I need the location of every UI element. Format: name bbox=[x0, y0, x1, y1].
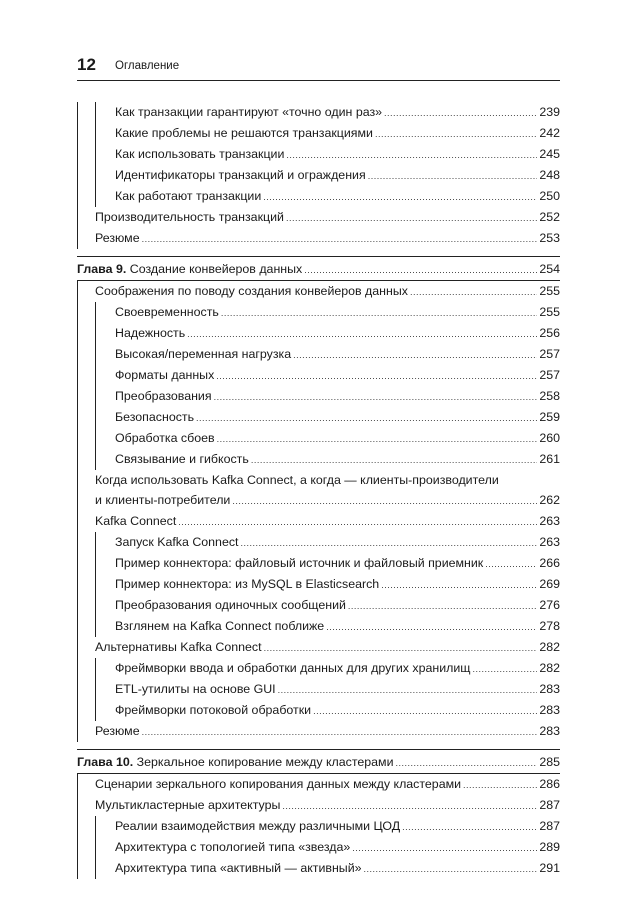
toc-entry[interactable] bbox=[77, 386, 560, 407]
toc-indent-rule bbox=[77, 816, 78, 837]
toc-entry[interactable] bbox=[77, 302, 560, 323]
toc-entry-title bbox=[115, 165, 366, 185]
dot-leader bbox=[293, 345, 537, 365]
toc-entry-page: 263 bbox=[539, 514, 560, 528]
toc-entry[interactable] bbox=[77, 123, 560, 144]
toc-entry-page: 289 bbox=[539, 840, 560, 854]
toc-entry-text: Как работают транзакции bbox=[115, 189, 262, 203]
dot-leader bbox=[286, 208, 537, 228]
toc-entry-title bbox=[115, 386, 212, 406]
toc-indent-rule bbox=[77, 123, 78, 144]
toc-indent-rule bbox=[95, 165, 96, 186]
toc-entry-text: Пример коннектора: файловый источник и файловый приемник bbox=[115, 556, 484, 570]
dot-leader bbox=[352, 838, 537, 858]
toc-entry-text: и клиенты-потребители bbox=[95, 493, 231, 507]
toc-indent-rule bbox=[77, 553, 78, 574]
toc-entry-text: Форматы данных bbox=[115, 368, 215, 382]
toc-entry-title-line1: Когда использовать Kafka Connect, а когда — клиенты-производители bbox=[95, 473, 499, 487]
toc-indent-rule bbox=[95, 186, 96, 207]
toc-entry[interactable] bbox=[77, 186, 560, 207]
toc-entry-title bbox=[95, 774, 461, 794]
dot-leader bbox=[282, 796, 537, 816]
dot-leader bbox=[485, 554, 537, 574]
toc-entry[interactable] bbox=[77, 637, 560, 658]
dot-leader bbox=[375, 124, 537, 144]
toc-indent-rule bbox=[95, 595, 96, 616]
toc-indent-rule bbox=[95, 816, 96, 837]
toc-entry[interactable] bbox=[77, 679, 560, 700]
toc-indent-rule bbox=[77, 700, 78, 721]
toc-entry[interactable] bbox=[77, 574, 560, 595]
toc-indent-rule bbox=[77, 511, 78, 532]
toc-entry[interactable] bbox=[77, 511, 560, 532]
toc-entry-text: Запуск Kafka Connect bbox=[115, 535, 239, 549]
toc-indent-rule bbox=[95, 302, 96, 323]
toc-entry[interactable] bbox=[77, 795, 560, 816]
toc-entry-page: 287 bbox=[539, 798, 560, 812]
toc-entry-title bbox=[115, 553, 483, 573]
toc-entry-text: Реалии взаимодействия между различными ЦОД bbox=[115, 819, 401, 833]
toc-entry-page: 253 bbox=[539, 231, 560, 245]
toc-indent-rule bbox=[95, 144, 96, 165]
toc-entry-text: Преобразования одиночных сообщений bbox=[115, 598, 346, 612]
dot-leader bbox=[348, 596, 537, 616]
toc-entry-text: Как транзакции гарантируют «точно один раз» bbox=[115, 105, 383, 119]
toc-indent-rule bbox=[95, 658, 96, 679]
toc-entry-text: Фреймворки потоковой обработки bbox=[115, 703, 312, 717]
toc-indent-rule bbox=[95, 344, 96, 365]
toc-entry-text: Высокая/переменная нагрузка bbox=[115, 347, 292, 361]
toc-entry-page: 262 bbox=[539, 493, 560, 507]
toc-entry-title bbox=[95, 228, 140, 248]
toc-entry-title bbox=[95, 637, 262, 657]
toc-entry-text: Соображения по поводу создания конвейеров данных bbox=[95, 284, 408, 298]
toc-indent-rule bbox=[77, 795, 78, 816]
toc-indent-rule bbox=[77, 386, 78, 407]
toc-entry-text: Безопасность bbox=[115, 410, 195, 424]
toc-indent-rule bbox=[77, 449, 78, 470]
dot-leader bbox=[196, 408, 537, 428]
toc-entry-title bbox=[115, 102, 382, 122]
toc-indent-rule bbox=[95, 679, 96, 700]
toc-entry-text: Архитектура с топологией типа «звезда» bbox=[115, 840, 351, 854]
dot-leader bbox=[178, 512, 537, 532]
toc-entry-title bbox=[115, 679, 276, 699]
dot-leader bbox=[381, 575, 537, 595]
toc-indent-rule bbox=[77, 532, 78, 553]
toc-indent-rule bbox=[95, 449, 96, 470]
toc-indent-rule bbox=[77, 302, 78, 323]
toc-indent-rule bbox=[95, 323, 96, 344]
toc-entry[interactable] bbox=[77, 281, 560, 302]
toc-entry[interactable] bbox=[77, 165, 560, 186]
toc-entry-page: 283 bbox=[539, 724, 560, 738]
toc-entry[interactable] bbox=[77, 553, 560, 574]
dot-leader bbox=[232, 491, 537, 511]
dot-leader bbox=[217, 429, 538, 449]
toc-entry-text: Kafka Connect bbox=[95, 514, 177, 528]
toc-entry-page: 250 bbox=[539, 189, 560, 203]
toc-entry-title bbox=[115, 186, 261, 206]
dot-leader bbox=[364, 859, 538, 879]
dot-leader bbox=[187, 324, 537, 344]
toc-entry-title bbox=[115, 428, 215, 448]
toc-indent-rule bbox=[77, 774, 78, 795]
toc-entry-title bbox=[115, 595, 346, 615]
toc-entry-text: Как использовать транзакции bbox=[115, 147, 285, 161]
toc-indent-rule bbox=[95, 532, 96, 553]
dot-leader bbox=[286, 145, 537, 165]
toc-entry-text: Мультикластерные архитектуры bbox=[95, 798, 281, 812]
toc-entry-title bbox=[95, 207, 284, 227]
toc-entry-title bbox=[95, 795, 280, 815]
toc-indent-rule bbox=[95, 700, 96, 721]
toc-indent-rule bbox=[95, 574, 96, 595]
page-number: 12 bbox=[77, 55, 96, 74]
toc-entry-page: 283 bbox=[539, 682, 560, 696]
toc-indent-rule bbox=[77, 344, 78, 365]
dot-leader bbox=[326, 617, 537, 637]
toc-entry-text: Идентификаторы транзакций и ограждения bbox=[115, 168, 366, 182]
toc-entry-text: Зеркальное копирование между кластерами bbox=[136, 755, 394, 769]
toc-entry-page: 257 bbox=[539, 347, 560, 361]
page-header bbox=[77, 54, 560, 81]
toc-entry-title bbox=[115, 365, 214, 385]
toc-indent-rule bbox=[95, 858, 96, 879]
toc-entry-page: 256 bbox=[539, 326, 560, 340]
toc-entry[interactable] bbox=[77, 721, 560, 742]
toc-indent-rule bbox=[77, 679, 78, 700]
toc-indent-rule bbox=[77, 858, 78, 879]
toc-indent-rule bbox=[95, 386, 96, 407]
toc-entry-text: Сценарии зеркального копирования данных между кластерами bbox=[95, 777, 462, 791]
toc-entry-text: Пример коннектора: из MySQL в Elasticsearch bbox=[115, 577, 380, 591]
toc-entry-title bbox=[115, 344, 291, 364]
toc-entry-text: Архитектура типа «активный — активный» bbox=[115, 861, 362, 875]
toc-entry[interactable] bbox=[77, 700, 560, 721]
toc-indent-rule bbox=[77, 102, 78, 123]
toc-entry-page: 245 bbox=[539, 147, 560, 161]
toc-entry[interactable] bbox=[77, 365, 560, 386]
dot-leader bbox=[251, 450, 538, 470]
toc-indent-rule bbox=[95, 837, 96, 858]
toc-entry-title bbox=[115, 449, 249, 469]
toc-entry-page: 285 bbox=[539, 755, 560, 769]
toc-entry-text: Резюме bbox=[95, 724, 140, 738]
toc-entry-page: 260 bbox=[539, 431, 560, 445]
toc-entry-title bbox=[115, 658, 470, 678]
toc-entry[interactable] bbox=[77, 428, 560, 449]
toc-chapter-entry[interactable] bbox=[77, 749, 560, 774]
toc-entry-page: 283 bbox=[539, 703, 560, 717]
toc-indent-rule bbox=[95, 553, 96, 574]
dot-leader bbox=[216, 366, 537, 386]
toc-entry-page: 248 bbox=[539, 168, 560, 182]
toc-indent-rule bbox=[77, 186, 78, 207]
toc-indent-rule bbox=[77, 407, 78, 428]
toc-entry-page: 282 bbox=[539, 640, 560, 654]
toc-entry-page: 255 bbox=[539, 284, 560, 298]
dot-leader bbox=[214, 387, 538, 407]
toc-indent-rule bbox=[77, 574, 78, 595]
toc-indent-rule bbox=[77, 470, 78, 511]
toc-entry-page: 242 bbox=[539, 126, 560, 140]
toc-entry[interactable] bbox=[77, 323, 560, 344]
toc-indent-rule bbox=[77, 207, 78, 228]
toc-entry[interactable] bbox=[77, 207, 560, 228]
toc-entry-text: Надежность bbox=[115, 326, 186, 340]
toc-entry-text: Обработка сбоев bbox=[115, 431, 215, 445]
toc-entry-title bbox=[95, 490, 230, 510]
toc-entry-title bbox=[115, 616, 324, 636]
toc-entry[interactable] bbox=[77, 102, 560, 123]
toc-entry-text: Фреймворки ввода и обработки данных для других хранилищ bbox=[115, 661, 471, 675]
toc-indent-rule bbox=[77, 281, 78, 302]
toc-indent-rule bbox=[77, 365, 78, 386]
toc-entry-page: 276 bbox=[539, 598, 560, 612]
toc-indent-rule bbox=[77, 616, 78, 637]
toc-chapter-entry[interactable] bbox=[77, 256, 560, 281]
dot-leader bbox=[396, 753, 538, 773]
toc-entry-page: 261 bbox=[539, 452, 560, 466]
toc-entry-page: 278 bbox=[539, 619, 560, 633]
dot-leader bbox=[410, 282, 537, 302]
dot-leader bbox=[278, 680, 538, 700]
toc-indent-rule bbox=[77, 658, 78, 679]
toc-indent-rule bbox=[95, 428, 96, 449]
toc-entry-text: Резюме bbox=[95, 231, 140, 245]
toc-entry-page: 263 bbox=[539, 535, 560, 549]
toc-entry[interactable] bbox=[77, 595, 560, 616]
dot-leader bbox=[142, 229, 538, 249]
toc-entry-text: Какие проблемы не решаются транзакциями bbox=[115, 126, 373, 140]
toc-entry-page: 239 bbox=[539, 105, 560, 119]
toc-entry-page: 287 bbox=[539, 819, 560, 833]
toc-entry[interactable] bbox=[77, 816, 560, 837]
toc-entry-page: 252 bbox=[539, 210, 560, 224]
toc-entry-title bbox=[115, 323, 185, 343]
toc-entry-title bbox=[115, 837, 350, 857]
dot-leader bbox=[264, 638, 538, 658]
toc-indent-rule bbox=[77, 165, 78, 186]
toc-indent-rule bbox=[95, 365, 96, 386]
toc-entry[interactable] bbox=[77, 470, 560, 511]
toc-entry-page: 286 bbox=[539, 777, 560, 791]
dot-leader bbox=[142, 722, 538, 742]
table-of-contents bbox=[77, 102, 560, 879]
dot-leader bbox=[368, 166, 538, 186]
toc-entry-title bbox=[95, 511, 176, 531]
toc-indent-rule bbox=[77, 428, 78, 449]
toc-indent-rule bbox=[77, 595, 78, 616]
toc-entry-text: Взглянем на Kafka Connect поближе bbox=[115, 619, 325, 633]
dot-leader bbox=[221, 303, 537, 323]
toc-entry-page: 257 bbox=[539, 368, 560, 382]
toc-entry-title bbox=[115, 574, 379, 594]
toc-entry-text: Своевременность bbox=[115, 305, 219, 319]
toc-entry-title bbox=[115, 144, 284, 164]
toc-indent-rule bbox=[77, 721, 78, 742]
toc-entry[interactable] bbox=[77, 616, 560, 637]
chapter-label: Глава 9. bbox=[77, 262, 127, 276]
toc-entry-page: 259 bbox=[539, 410, 560, 424]
toc-entry-page: 254 bbox=[539, 262, 560, 276]
toc-entry-text: Создание конвейеров данных bbox=[129, 262, 303, 276]
toc-entry[interactable] bbox=[77, 144, 560, 165]
toc-entry-title bbox=[77, 752, 394, 772]
dot-leader bbox=[313, 701, 537, 721]
toc-indent-rule bbox=[77, 323, 78, 344]
toc-entry[interactable] bbox=[77, 532, 560, 553]
toc-entry-text: Альтернативы Kafka Connect bbox=[95, 640, 262, 654]
toc-entry-title bbox=[115, 858, 362, 878]
toc-indent-rule bbox=[95, 123, 96, 144]
toc-entry[interactable] bbox=[77, 837, 560, 858]
toc-entry-title bbox=[115, 532, 238, 552]
toc-entry-page: 282 bbox=[539, 661, 560, 675]
dot-leader bbox=[304, 260, 537, 280]
dot-leader bbox=[463, 775, 537, 795]
toc-entry[interactable] bbox=[77, 858, 560, 879]
toc-entry[interactable] bbox=[77, 658, 560, 679]
toc-entry-page: 269 bbox=[539, 577, 560, 591]
dot-leader bbox=[472, 659, 537, 679]
toc-entry-text: Преобразования bbox=[115, 389, 212, 403]
toc-indent-rule bbox=[95, 616, 96, 637]
toc-entry-title bbox=[115, 816, 400, 836]
toc-indent-rule bbox=[77, 144, 78, 165]
toc-entry[interactable] bbox=[77, 449, 560, 470]
toc-entry[interactable] bbox=[77, 344, 560, 365]
toc-entry-title bbox=[115, 407, 194, 427]
dot-leader bbox=[384, 103, 537, 123]
toc-indent-rule bbox=[95, 407, 96, 428]
toc-indent-rule bbox=[77, 837, 78, 858]
running-head: Оглавление bbox=[115, 60, 180, 72]
chapter-label: Глава 10. bbox=[77, 755, 134, 769]
toc-entry-title bbox=[115, 700, 311, 720]
toc-entry-title bbox=[115, 302, 219, 322]
toc-entry-title bbox=[95, 721, 140, 741]
toc-entry-text: Связывание и гибкость bbox=[115, 452, 249, 466]
dot-leader bbox=[402, 817, 537, 837]
dot-leader bbox=[240, 533, 537, 553]
toc-indent-rule bbox=[77, 637, 78, 658]
toc-entry-page: 266 bbox=[539, 556, 560, 570]
toc-entry-page: 258 bbox=[539, 389, 560, 403]
toc-entry-title bbox=[115, 123, 373, 143]
toc-entry[interactable] bbox=[77, 228, 560, 249]
toc-entry-title bbox=[95, 281, 408, 301]
toc-entry-page: 255 bbox=[539, 305, 560, 319]
toc-indent-rule bbox=[95, 102, 96, 123]
toc-entry-text: ETL-утилиты на основе GUI bbox=[115, 682, 276, 696]
toc-entry[interactable] bbox=[77, 407, 560, 428]
toc-entry-title bbox=[77, 259, 302, 279]
dot-leader bbox=[263, 187, 537, 207]
toc-entry-text: Производительность транзакций bbox=[95, 210, 284, 224]
toc-entry[interactable] bbox=[77, 774, 560, 795]
toc-entry-page: 291 bbox=[539, 861, 560, 875]
toc-indent-rule bbox=[77, 228, 78, 249]
